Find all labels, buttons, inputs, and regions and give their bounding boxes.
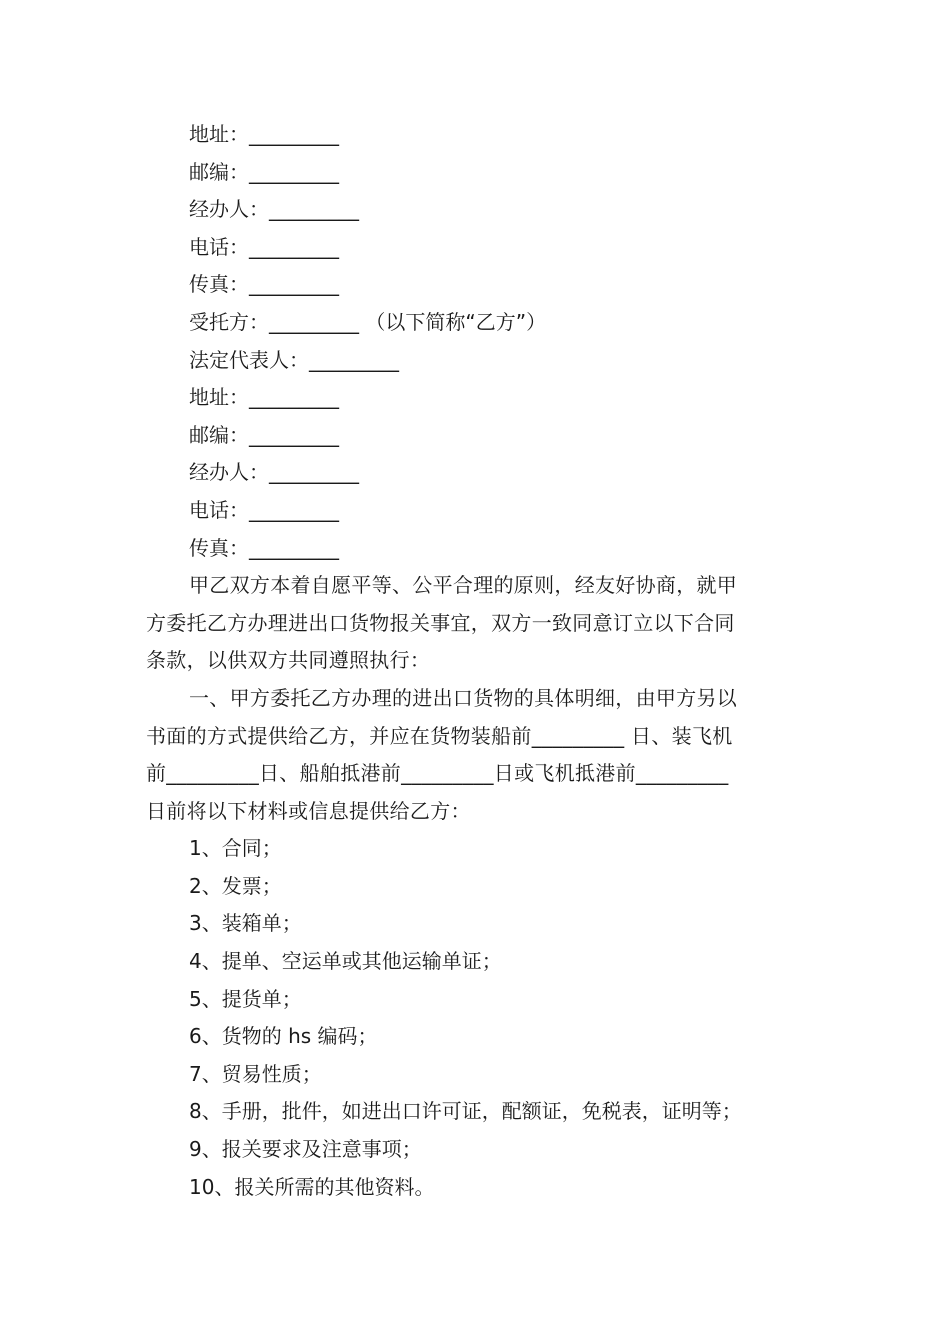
- list-item: 4、提单、空运单或其他运输单证；: [189, 949, 502, 974]
- list-item: 1、合同；: [189, 836, 282, 861]
- document-page: [146, 116, 810, 1206]
- intro-line: 甲乙双方本着自愿平等、公平合理的原则，经友好协商，就甲: [189, 573, 738, 598]
- list-item: 5、提货单；: [189, 986, 302, 1011]
- postcode-line: 邮编：_________: [189, 159, 339, 184]
- list-item: 8、手册，批件，如进出口许可证，配额证，免税表，证明等；: [189, 1099, 742, 1124]
- list-item: 7、贸易性质；: [189, 1061, 322, 1086]
- clause-line: 前_________日、船舶抵港前_________日或飞机抵港前_________: [146, 761, 729, 786]
- fax-line: 传真：_________: [189, 535, 339, 560]
- phone-line: 电话：_________: [189, 497, 339, 522]
- list-item: 9、报关要求及注意事项；: [189, 1137, 422, 1162]
- list-item: 10、报关所需的其他资料。: [189, 1174, 435, 1199]
- clause-line: 一、甲方委托乙方办理的进出口货物的具体明细，由甲方另以: [189, 685, 738, 710]
- legal-representative-line: 法定代表人：_________: [189, 347, 399, 372]
- intro-line: 条款，以供双方共同遵照执行：: [146, 648, 431, 673]
- trustee-line: 受托方：_________ （以下简称“乙方”）: [189, 309, 547, 334]
- list-item: 3、装箱单；: [189, 911, 302, 936]
- postcode-line: 邮编：_________: [189, 422, 339, 447]
- clause-one-paragraph: [146, 680, 810, 830]
- intro-line: 方委托乙方办理进出口货物报关事宜，双方一致同意订立以下合同: [146, 610, 735, 635]
- address-line: 地址：_________: [189, 122, 339, 146]
- list-item: 2、发票；: [189, 873, 282, 898]
- intro-paragraph: [146, 567, 810, 680]
- clause-line: 日前将以下材料或信息提供给乙方：: [146, 798, 471, 823]
- agent-line: 经办人：_________: [189, 460, 359, 485]
- address-line: 地址：_________: [189, 385, 339, 410]
- clause-line: 书面的方式提供给乙方，并应在货物装船前_________ 日、装飞机: [146, 723, 733, 748]
- materials-list: [146, 830, 810, 1206]
- list-item: 6、货物的 hs 编码；: [189, 1024, 378, 1049]
- agent-line: 经办人：_________: [189, 197, 359, 222]
- fax-line: 传真：_________: [189, 272, 339, 297]
- party-info-block: [146, 116, 810, 567]
- phone-line: 电话：_________: [189, 234, 339, 259]
